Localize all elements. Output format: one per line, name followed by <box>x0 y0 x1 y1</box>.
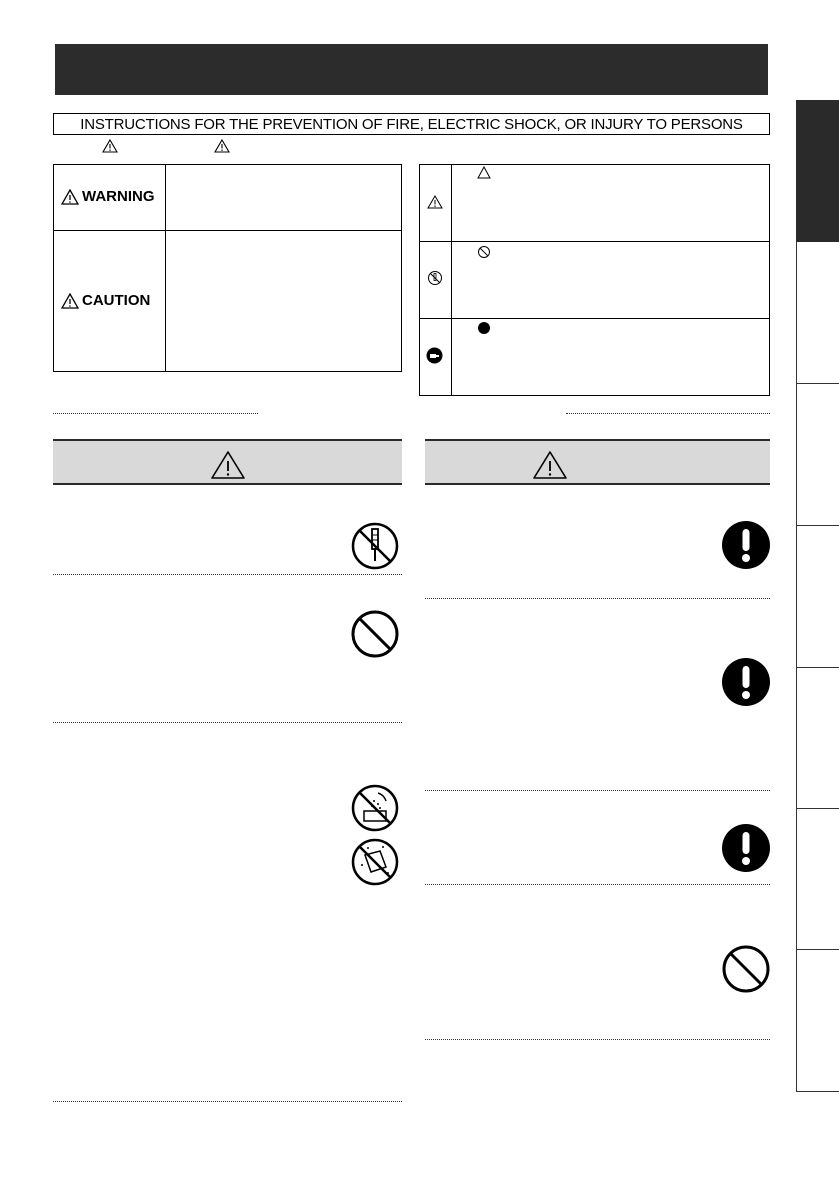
sidebar-tab-divider-2 <box>796 525 839 526</box>
prohibited-icon <box>721 944 771 994</box>
separator-right <box>566 413 770 414</box>
sidebar-tab-divider-4 <box>796 808 839 809</box>
right-separator-1 <box>425 598 770 599</box>
right-section-header <box>425 439 770 485</box>
right-separator-3 <box>425 884 770 885</box>
definitions-row-divider <box>53 230 402 231</box>
definitions-column-divider <box>165 164 166 372</box>
sidebar-tab-divider-5 <box>796 949 839 950</box>
mandatory-icon <box>426 347 443 364</box>
sidebar-tab-divider-6 <box>796 1091 839 1092</box>
warning-triangle-icon <box>61 189 79 205</box>
no-humidity-icon <box>350 837 400 887</box>
no-disassemble-icon <box>350 521 400 571</box>
triangle-alert-icon <box>427 195 443 209</box>
instructions-title-text: INSTRUCTIONS FOR THE PREVENTION OF FIRE, ELECTRIC SHOCK, OR INJURY TO PERSONS <box>80 115 743 133</box>
warning-triangle-icon <box>210 450 246 480</box>
right-separator-2 <box>425 790 770 791</box>
left-separator-1 <box>53 574 402 575</box>
symbols-column-divider <box>451 164 452 396</box>
caution-triangle-icon <box>61 293 79 309</box>
sidebar-tab-divider-1 <box>796 383 839 384</box>
no-water-icon <box>350 783 400 833</box>
small-caution-triangle-icon <box>214 139 230 153</box>
header-bar <box>55 44 768 95</box>
circle-slash-icon <box>477 245 491 259</box>
warning-label-text: WARNING <box>82 188 155 205</box>
caution-triangle-icon <box>532 450 568 480</box>
symbols-table <box>419 164 770 396</box>
symbols-row-divider-2 <box>419 318 770 319</box>
filled-circle-icon <box>477 321 491 335</box>
sidebar-tab-divider-3 <box>796 667 839 668</box>
left-separator-3 <box>53 1101 402 1102</box>
exclamation-icon <box>721 657 771 707</box>
triangle-outline-icon <box>477 166 491 179</box>
prohibition-icon <box>427 270 443 286</box>
warning-label <box>61 188 155 205</box>
symbols-row-divider-1 <box>419 241 770 242</box>
right-separator-4 <box>425 1039 770 1040</box>
left-section-header <box>53 439 402 485</box>
instructions-title <box>53 113 770 135</box>
left-separator-2 <box>53 722 402 723</box>
caution-label-text: CAUTION <box>82 292 151 309</box>
separator-left <box>53 413 258 414</box>
sidebar-tab-active[interactable] <box>796 100 839 242</box>
prohibited-icon <box>350 609 400 659</box>
caution-label <box>61 292 150 309</box>
small-warning-triangle-icon <box>102 139 118 153</box>
exclamation-icon <box>721 520 771 570</box>
exclamation-icon <box>721 823 771 873</box>
